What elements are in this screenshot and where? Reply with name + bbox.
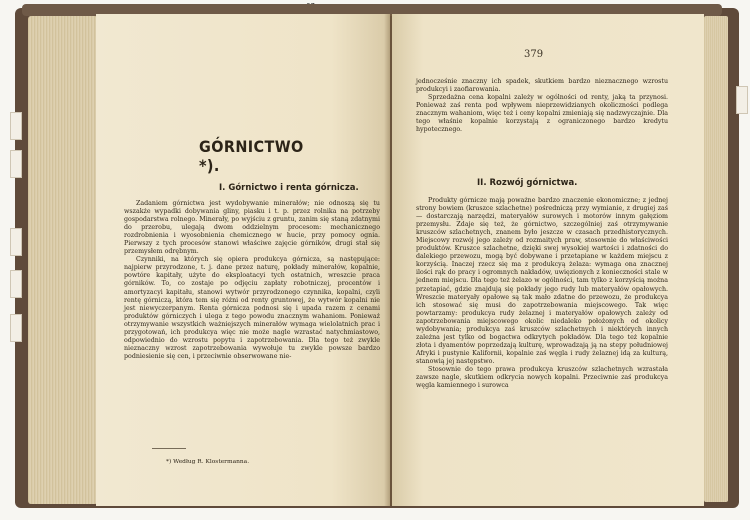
body-paragraph: Stosownie do tego prawa produkcya kruszców szlachetnych wzrastała zawsze nagle, skutkiem odkrycia nowych kopalni. Przeciwnie zaś produkcya węgla kamiennego i surowca: [416, 365, 668, 390]
section-heading-right: II. Rozwój górnictwa.: [477, 178, 578, 188]
left-body-text: [124, 200, 380, 361]
right-page: [392, 14, 704, 506]
left-paper-tab: [10, 228, 22, 256]
chapter-title: GÓRNICTWO *).: [199, 137, 304, 175]
right-paper-tab: [736, 86, 748, 114]
left-page: [96, 14, 390, 506]
body-paragraph: jednocześnie znaczny ich spadek, skutkiem bardzo nieznacznego wzrostu produkcyi i zaofiarowania.: [416, 78, 668, 94]
left-paper-tab: [10, 314, 22, 342]
body-paragraph: Zadaniem górnictwa jest wydobywanie minerałów; nie odnoszą się tu wszakże wypadki dobywania gliny, piasku i t. p. przez rolnika na potrzeby gospodarstwa rolnego. Minerały, po wyjściu z gruntu, zanim się staną zdatnymi do przerobu, ulegają dwom oddzielnym procesom: mechanicznego rozdrobnienia i wyosobnienia chemicznego w hucie, przy pomocy ognia. Pierwszy z tych procesów stanowi właściwe zajęcie górników, drugi stał się przemysłem odrębnym.: [124, 200, 380, 256]
left-page-stack-edge: [28, 16, 98, 504]
page-number: 379: [524, 49, 544, 60]
right-body-text: [416, 197, 668, 390]
footnote-rule: [152, 448, 186, 449]
left-paper-tab: [10, 150, 22, 178]
body-paragraph: Produkty górnicze mają poważne bardzo znaczenie ekonomiczne; z jednej strony bowiem (kruszce szlachetne) pośredniczą przy wymianie, z drugiej zaś — dostarczają narzędzi, materyałów surowych i motorów innym gałęziom przemysłu. Zdaje się też, że górnictwo, szczególniej zaś otrzymywanie kruszców szlachetnych, znanem było jeszcze w czasach przedhistorycznych. Miejscowy rozwój jego zależy od rozmaitych praw, stosownie do właściwości produktów. Kruszce szlachetne, dzięki swej wysokiej wartości i zdatności do dalekiego przewozu, mogą być dobywane i przetapiane w każdem miejscu z korzyścią. Inaczej rzecz się ma z produkcyą żelaza: wymaga ona znacznej ilości rąk do pracy i ogromnych nakładów, uwięzionych z konieczności stale w jednem miejscu. Dla tego też żelazo w ogólności, tam tylko z korzyścią można przetapiać, gdzie znajdują się pokłady jego rudy lub materyałów opałowych. Wreszcie materyały opałowe są tak mało zdatne do przewozu, że produkcya ich stosować się musi do zapotrzebowania miejscowego. Tak więc powtarzamy: produkcya rudy żelaznej i materyałów opałowych zależy od zapotrzebowania miejscowego okolic niedaleko położonych od okolicy wydobywania; produkcya zaś kruszców szlachetnych i niektórych innych zależna jest tylko od bogactwa odkrytych pokładów. Dla tego też kopalnie złota i dyamentów poprzedzają kulturę, wprowadzają ją na stepy południowej Afryki i pustynie Kalifornii, kopalnie zaś węgla i rudy żelaznej idą za kulturą, stanowią jej następstwo.: [416, 197, 668, 365]
footnote: *) Według R. Klostermanna.: [166, 459, 250, 465]
left-paper-tab: [10, 112, 22, 140]
body-paragraph: Czynniki, na których się opiera produkcya górnicza, są następujące: najpierw przyrodzone, t. j. dane przez naturę, pokłady minerałów, kopalnie, powtóre kapitały, użyte do eksploatacyi tych ostatnich, wreszcie praca górników. To, co zostaje po odjęciu zapłaty robotniczej, procentów i amortyzacyi kapitału, stanowi wytwór przyrodzonego czynnika, kopalni, czyli rentę górniczą, która tem się różni od renty gruntowej, że wytwór kopalni nie jest niewyczerpanym. Renta górnicza podnosi się i upada razem z cenami produktów górniczych i ulega z tego powodu znacznym wahaniom. Ponieważ otrzymywanie wszystkich ważniejszych minerałów wymaga wielolatnich prac i przygotowań, ich produkcya więc nie może nagle wzrastać natychmiastowo, odpowiednio do wzrostu popytu i zapotrzebowania. Dla tego też zwykle nieznaczny wzrost zapotrzebowania wywołuje tu zwykle powsze bardzo podniesienie się cen, i przeciwnie obserwowane nie-: [124, 256, 380, 360]
right-top-text: [416, 78, 668, 134]
right-page-stack-edge: [704, 16, 728, 502]
section-heading-left: I. Górnictwo i renta górnicza.: [219, 183, 359, 193]
body-paragraph: Sprzedażna cena kopalni zależy w ogólności od renty, jaką ta przynosi. Ponieważ zaś renta pod wpływem nieprzewidzianych okoliczności podlega znacznym wahaniom, więc też i ceny kopalni zmieniają się nadzwyczajnie. Dla tego właśnie kopalnie korzystają z ograniczonego bardzo kredytu hypotecznego.: [416, 94, 668, 134]
left-paper-tab: [10, 270, 22, 298]
